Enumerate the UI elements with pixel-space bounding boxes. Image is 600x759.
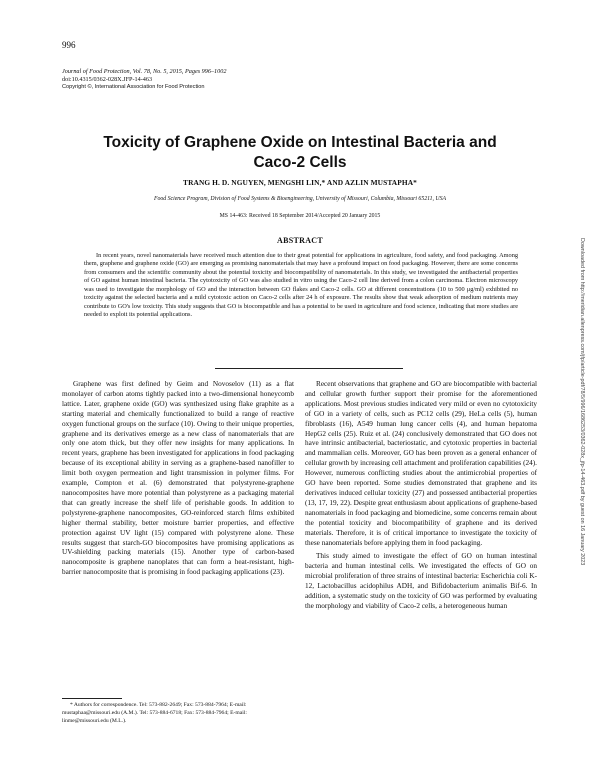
authors: TRANG H. D. NGUYEN, MENGSHI LIN,* AND AZLIN MUSTAPHA* — [183, 178, 417, 187]
body-paragraph: Graphene was first defined by Geim and Novoselov (11) as a flat monolayer of carbon atoms tightly packed into a two-dimensional honeycomb lattice. Later, graphene oxide (GO) was synthesized using flake graphite as a starting material and chemically functionalized to build a range of reactive oxygen functional groups on the surface (10). Owing to their unique properties, graphene and its derivatives emerge as a new class of nanomaterials that are only one atom thick, but they offer new insights for many applications. In recent years, graphene has been investigated for applications in food packaging because of its exceptional ability in serving as a graphene-based nanofiller to limit both oxygen permeation and light transmission in polymer films. For example, Compton et al. (6) demonstrated that polystyrene-graphene nanocomposites have more potential than polystyrene as a packaging material that can greatly increase the shelf life of perishable goods. In addition to polystyrene-graphene nanocomposites, GO-reinforced starch films exhibited higher thermal stability, better moisture barrier properties, and effective protection against UV light (15) compared with polystyrene alone. These results suggest that starch-GO biocomposites have promising applications as UV-shielding packing materials (15). Another type of carbon-based nanocomposite is graphene nanoplates that can form a heat-resistant, high-barrier nanocomposite that is promising in food packaging applications (23). — [62, 380, 294, 577]
download-watermark: Downloaded from http://meridian.allenpress.com/jfp/article-pdf/78/5/996/1686253/0362-028x_jfp-14-463.pdf by guest on 16 January 2023 — [579, 238, 585, 566]
body-column-right — [305, 380, 537, 616]
manuscript-info: MS 14-463: Received 18 September 2014/Accepted 20 January 2015 — [219, 213, 381, 219]
footnote-divider — [62, 698, 122, 699]
journal-header — [62, 68, 382, 90]
section-divider — [215, 368, 403, 369]
article-title — [100, 133, 500, 173]
copyright: Copyright ©, International Association for Food Protection — [62, 83, 205, 90]
abstract-heading: ABSTRACT — [277, 236, 323, 245]
correspondence-footnote: * Authors for correspondence. Tel: 573-882-2649; Fax: 573-884-7964; E-mail: mustaphaa@missouri.edu (A.M.). Tel: 573-884-6718; Fax: 573-884-7964; E-mail: linme@missouri.edu (M.L.). — [62, 702, 247, 724]
journal-citation: Journal of Food Protection, Vol. 78, No. 5, 2015, Pages 996–1002 — [62, 68, 227, 75]
doi[interactable]: doi:10.4315/0362-028X.JFP-14-463 — [62, 75, 153, 83]
abstract-text: In recent years, novel nanomaterials have received much attention due to their great potential for applications in agriculture, food safety, and food packaging. Among them, graphene and graphene oxide (GO) are emerging as promising nanomaterials that may have a profound impact on food packaging. However, there are some concerns from consumers and the scientific community about the potential toxicity and biocompatibility of nanomaterials. In this study, we investigated the antibacterial properties of GO against human intestinal bacteria. The cytotoxicity of GO was also studied in vitro using the Caco-2 cell line derived from a colon carcinoma. Electron microscopy was used to investigate the morphology of GO and the interaction between GO flakes and Caco-2 cells. GO at different concentrations (10 to 500 μg/ml) exhibited no toxicity against the selected bacteria and a mild cytotoxic action on Caco-2 cells after 24 h of exposure. The results show that weak adsorption of medium nutrients may contribute to GO's low toxicity. This study suggests that GO is biocompatible and has a potential to be used in agriculture and food science, indicating that more studies are needed to exploit its potential applications. — [84, 252, 518, 319]
affiliation: Food Science Program, Division of Food Systems & Bioengineering, University of Missouri, Columbia, Missouri 65211, USA — [153, 196, 447, 202]
body-paragraph: Recent observations that graphene and GO are biocompatible with bacterial and cellular growth further support their promise for the aforementioned applications. Most previous studies indicated very mild or even no cytotoxicity of GO in a variety of cells, such as PC12 cells (29), HeLa cells (5), human fibroblasts (16), A549 human lung cancer cells (4), and human hepatoma HepG2 cells (25). Ruiz et al. (24) conclusively demonstrated that GO does not have intrinsic antibacterial, bacteriostatic, and cytotoxic properties in bacterial and mammalian cells. Moreover, GO has been proven as a general enhancer of cellular growth by increasing cell attachment and proliferation capabilities (24). However, numerous conflicting studies about the antimicrobial properties of GO have been reported. Some studies demonstrated that graphene and its derivatives induced cellular toxicity (27) and possessed antibacterial properties (13, 17, 19, 22). Despite great enthusiasm about applications of graphene-based nanomaterials in food packaging and biomedicine, some concerns remain about the potential toxicity and biocompatibility of graphene and its derived materials. Therefore, it is of critical importance to investigate the toxicity of these nanomaterials before applying them in food packaging. — [305, 380, 537, 547]
body-column-left — [62, 380, 294, 582]
title-line-2: Caco-2 Cells — [253, 154, 347, 172]
page-number: 996 — [62, 40, 76, 50]
body-paragraph: This study aimed to investigate the effect of GO on human intestinal bacteria and human intestinal cells. We investigated the effects of GO on microbial proliferation of three strains of intestinal bacteria: Escherichia coli K-12, Lactobacillus acidophilus ADH, and Bifidobacterium animalis Bif-6. In addition, a systematic study on the toxicity of GO was performed by evaluating the morphology and viability of Caco-2 cells, a heterogeneous human — [305, 552, 537, 610]
title-line-1: Toxicity of Graphene Oxide on Intestinal Bacteria and — [103, 134, 497, 151]
